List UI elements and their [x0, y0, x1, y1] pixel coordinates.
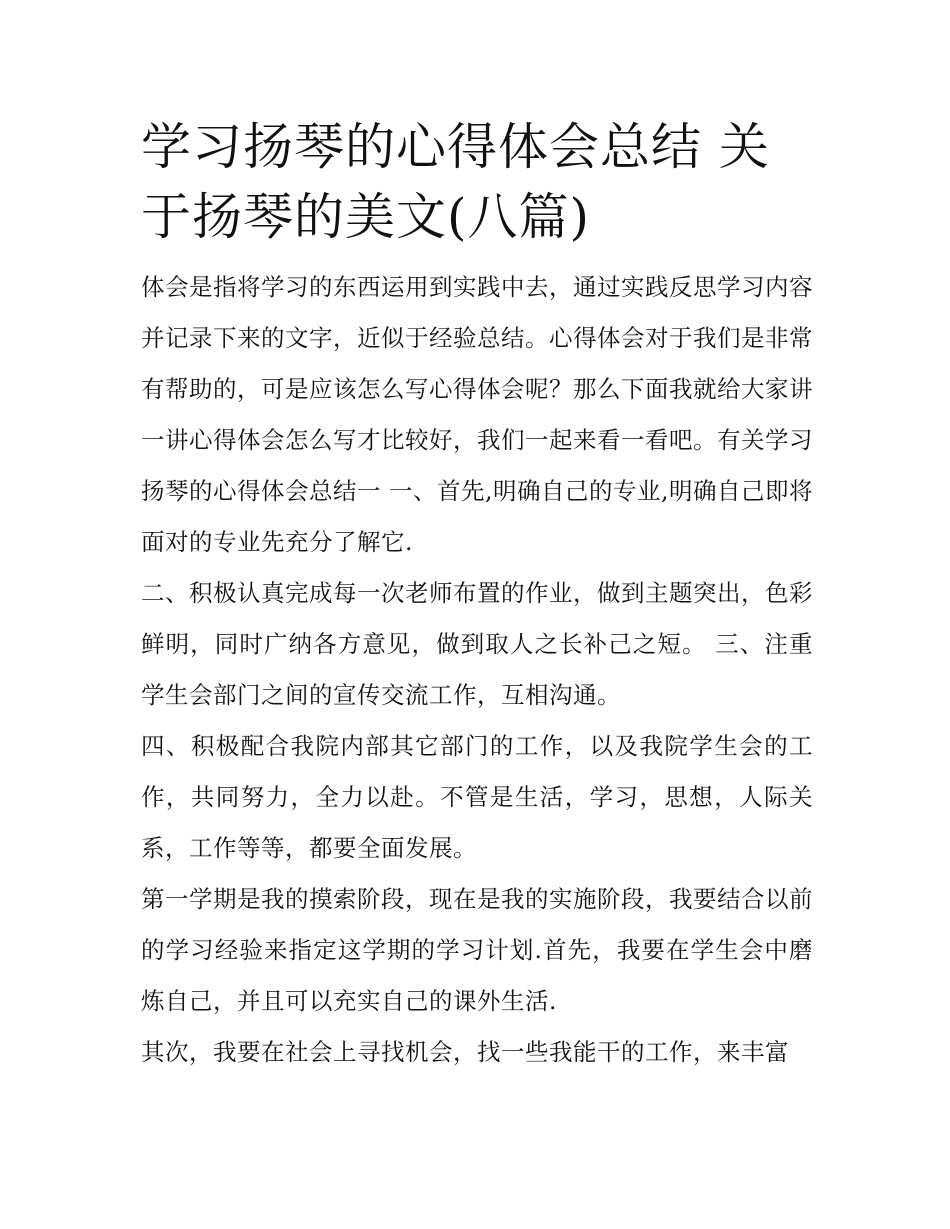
document-body	[141, 112, 813, 1078]
paragraph-first-semester: 第一学期是我的摸索阶段，现在是我的实施阶段，我要结合以前的学习经验来指定这学期的学习计划.首先，我要在学生会中磨炼自己，并且可以充实自己的课外生活.	[141, 885, 813, 1015]
paragraph-item-2-3: 二、积极认真完成每一次老师布置的作业，做到主题突出，色彩鲜明，同时广纳各方意见，做到取人之长补己之短。 三、注重学生会部门之间的宣传交流工作，互相沟通。	[141, 579, 813, 709]
document-title: 学习扬琴的心得体会总结 关于扬琴的美文(八篇)	[141, 118, 770, 246]
paragraph-intro: 体会是指将学习的东西运用到实践中去，通过实践反思学习内容并记录下来的文字，近似于经验总结。心得体会对于我们是非常有帮助的，可是应该怎么写心得体会呢？那么下面我就给大家讲一讲心得体会怎么写才比较好，我们一起来看一看吧。有关学习扬琴的心得体会总结一 一、首先,明确自己的专业,明确自己即将面对的专业先充分了解它.	[141, 273, 813, 556]
paragraph-secondly: 其次，我要在社会上寻找机会，找一些我能干的工作，来丰富	[141, 1038, 789, 1066]
paragraph-item-4: 四、积极配合我院内部其它部门的工作，以及我院学生会的工作，共同努力，全力以赴。不管是生活，学习，思想，人际关系，工作等等，都要全面发展。	[141, 732, 813, 862]
